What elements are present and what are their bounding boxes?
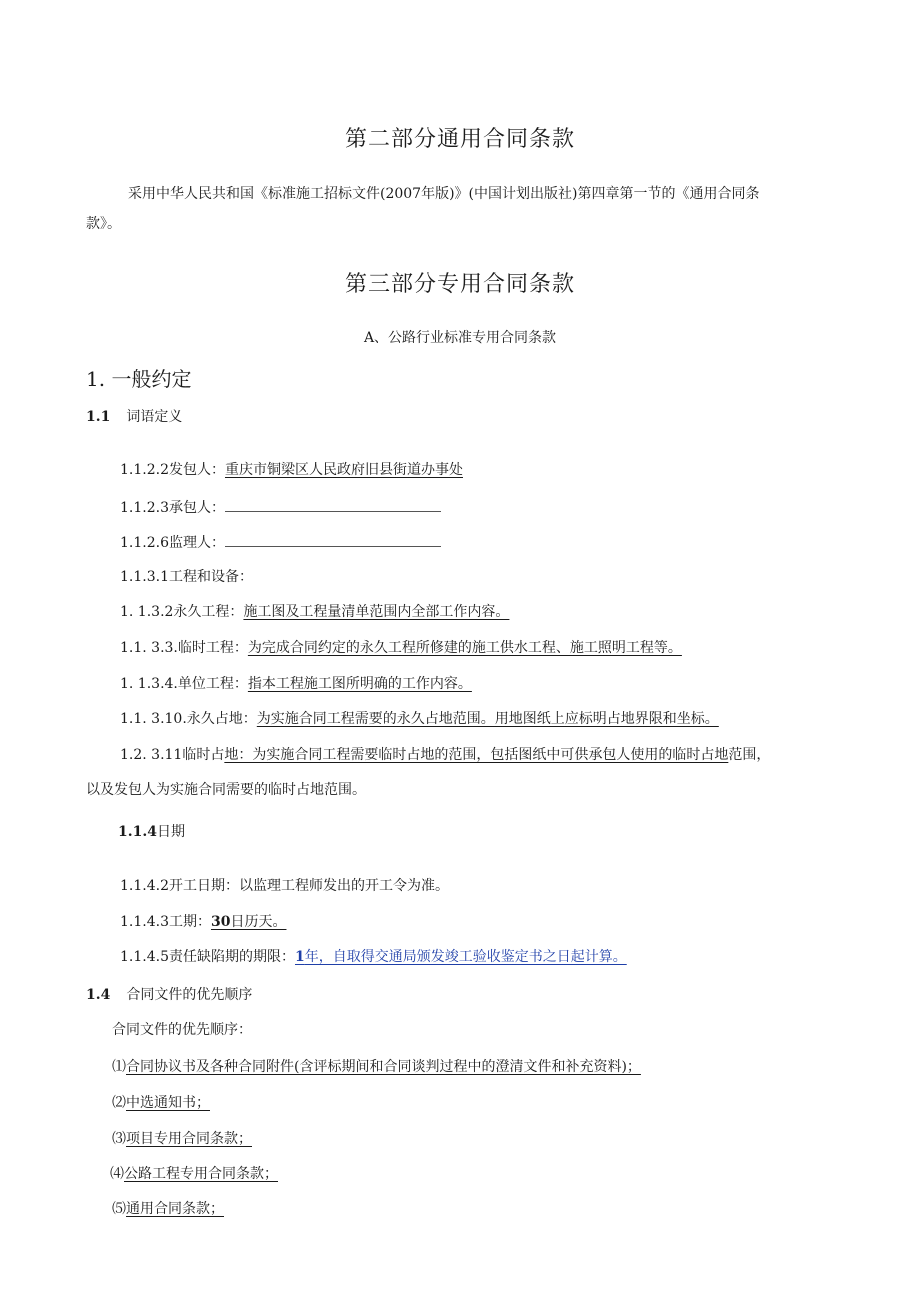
clause-1-1-3-10 <box>120 709 719 729</box>
order-item <box>112 1199 224 1219</box>
clause-1-1-4-5 <box>120 947 627 967</box>
contractor-blank <box>225 497 441 512</box>
clause-1-1-4-3-prefix: 1.1.4.3工期： <box>120 914 211 930</box>
order-item-mark: ⑸ <box>112 1201 126 1217</box>
clause-1-2-3-11 <box>120 745 770 765</box>
order-item-text: 通用合同条款； <box>126 1201 224 1217</box>
clause-1-2-3-11-prefix: 1.2. 3.11临时占 <box>120 747 225 763</box>
order-item-text: 公路工程专用合同条款； <box>124 1166 278 1182</box>
section-1-4-heading <box>86 985 252 1005</box>
part3-title: 第三部分专用合同条款 <box>344 272 575 297</box>
supervisor-blank <box>225 532 441 547</box>
clause-1-1-2-2-prefix: 1.1.2.2发包人： <box>120 462 225 478</box>
order-intro: 合同文件的优先顺序： <box>112 1022 252 1038</box>
clause-1-1-3-4 <box>120 674 472 694</box>
clause-1-1-4-2: 1.1.4.2开工日期：以监理工程师发出的开工令为准。 <box>120 878 449 894</box>
order-item <box>112 1129 252 1149</box>
employer-value: 重庆市铜梁区人民政府旧县街道办事处 <box>224 462 463 478</box>
clause-1-1-3-3-value: 为完成合同约定的永久工程所修建的施工供水工程、施工照明工程等。 <box>247 640 682 656</box>
clause-1-1-2-6 <box>120 532 441 553</box>
clause-1-1-3-2-prefix: 1. 1.3.2永久工程： <box>120 604 244 620</box>
order-item <box>112 1093 210 1113</box>
clause-1-2-3-11-tail: 范围， <box>728 747 771 763</box>
duration-unit: 日历天。 <box>230 914 287 930</box>
section-1-title: 1. 一般约定 <box>86 367 192 391</box>
clause-1-2-3-11-value: 地：为实施合同工程需要临时占地的范围，包括图纸中可供承包人使用的临时占地 <box>224 747 729 763</box>
section-1-1-label: 词语定义 <box>126 409 183 425</box>
clause-1-1-3-10-value: 为实施合同工程需要的永久占地范围。用地图纸上应标明占地界限和坐标。 <box>256 711 719 727</box>
clause-1-1-3-2 <box>120 602 509 622</box>
part2-title: 第二部分通用合同条款 <box>344 127 575 152</box>
clause-1-1-3-4-prefix: 1. 1.3.4.单位工程： <box>120 676 248 692</box>
order-item-mark: ⑵ <box>112 1095 126 1111</box>
clause-1-1-4-3 <box>120 912 286 932</box>
defects-period-number: 1 <box>294 949 305 965</box>
section-1-4-number: 1.4 <box>86 987 111 1003</box>
section-1-1-heading <box>86 407 182 427</box>
order-item-mark: ⑴ <box>112 1059 126 1075</box>
duration-number: 30 <box>210 914 231 930</box>
clause-1-1-4-5-prefix: 1.1.4.5责任缺陷期的期限： <box>120 949 295 965</box>
clause-1-1-3-3 <box>120 638 682 658</box>
section-1-1-4-label: 日期 <box>156 824 185 840</box>
clause-1-1-3-10-prefix: 1.1. 3.10.永久占地： <box>120 711 257 727</box>
order-item <box>112 1057 641 1077</box>
order-item-text: 中选通知书； <box>126 1095 210 1111</box>
order-item <box>110 1164 278 1184</box>
order-item-text: 项目专用合同条款； <box>126 1131 252 1147</box>
clause-1-2-3-11-line2: 以及发包人为实施合同需要的临时占地范围。 <box>86 782 366 798</box>
section-1-4-label: 合同文件的优先顺序 <box>126 987 253 1003</box>
order-item-mark: ⑶ <box>112 1131 126 1147</box>
clause-1-1-3-4-value: 指本工程施工图所明确的工作内容。 <box>247 676 472 692</box>
order-item-mark: ⑷ <box>110 1166 124 1182</box>
clause-1-1-2-2 <box>120 460 463 480</box>
section-1-1-4-number: 1.1.4 <box>118 824 157 840</box>
clause-1-1-3-2-value: 施工图及工程量清单范围内全部工作内容。 <box>243 604 510 620</box>
clause-1-1-2-6-prefix: 1.1.2.6监理人： <box>120 535 225 551</box>
clause-1-1-3-1: 1.1.3.1工程和设备： <box>120 569 253 585</box>
defects-period-value: 年，自取得交通局颁发竣工验收鉴定书之日起计算。 <box>304 949 627 965</box>
order-item-text: 合同协议书及各种合同附件(含评标期间和合同谈判过程中的澄清文件和补充资料)； <box>126 1059 641 1075</box>
section-1-1-number: 1.1 <box>86 409 111 425</box>
part2-paragraph-line1: 采用中华人民共和国《标准施工招标文件(2007年版)》(中国计划出版社)第四章第一节的《通用合同条 <box>128 186 760 202</box>
part3-subtitle: A、公路行业标准专用合同条款 <box>363 330 557 346</box>
clause-1-1-3-3-prefix: 1.1. 3.3.临时工程： <box>120 640 248 656</box>
clause-1-1-2-3-prefix: 1.1.2.3承包人： <box>120 500 225 516</box>
section-1-1-4-heading <box>118 822 185 842</box>
clause-1-1-2-3 <box>120 497 441 518</box>
part2-paragraph-line2: 款》。 <box>86 216 121 232</box>
